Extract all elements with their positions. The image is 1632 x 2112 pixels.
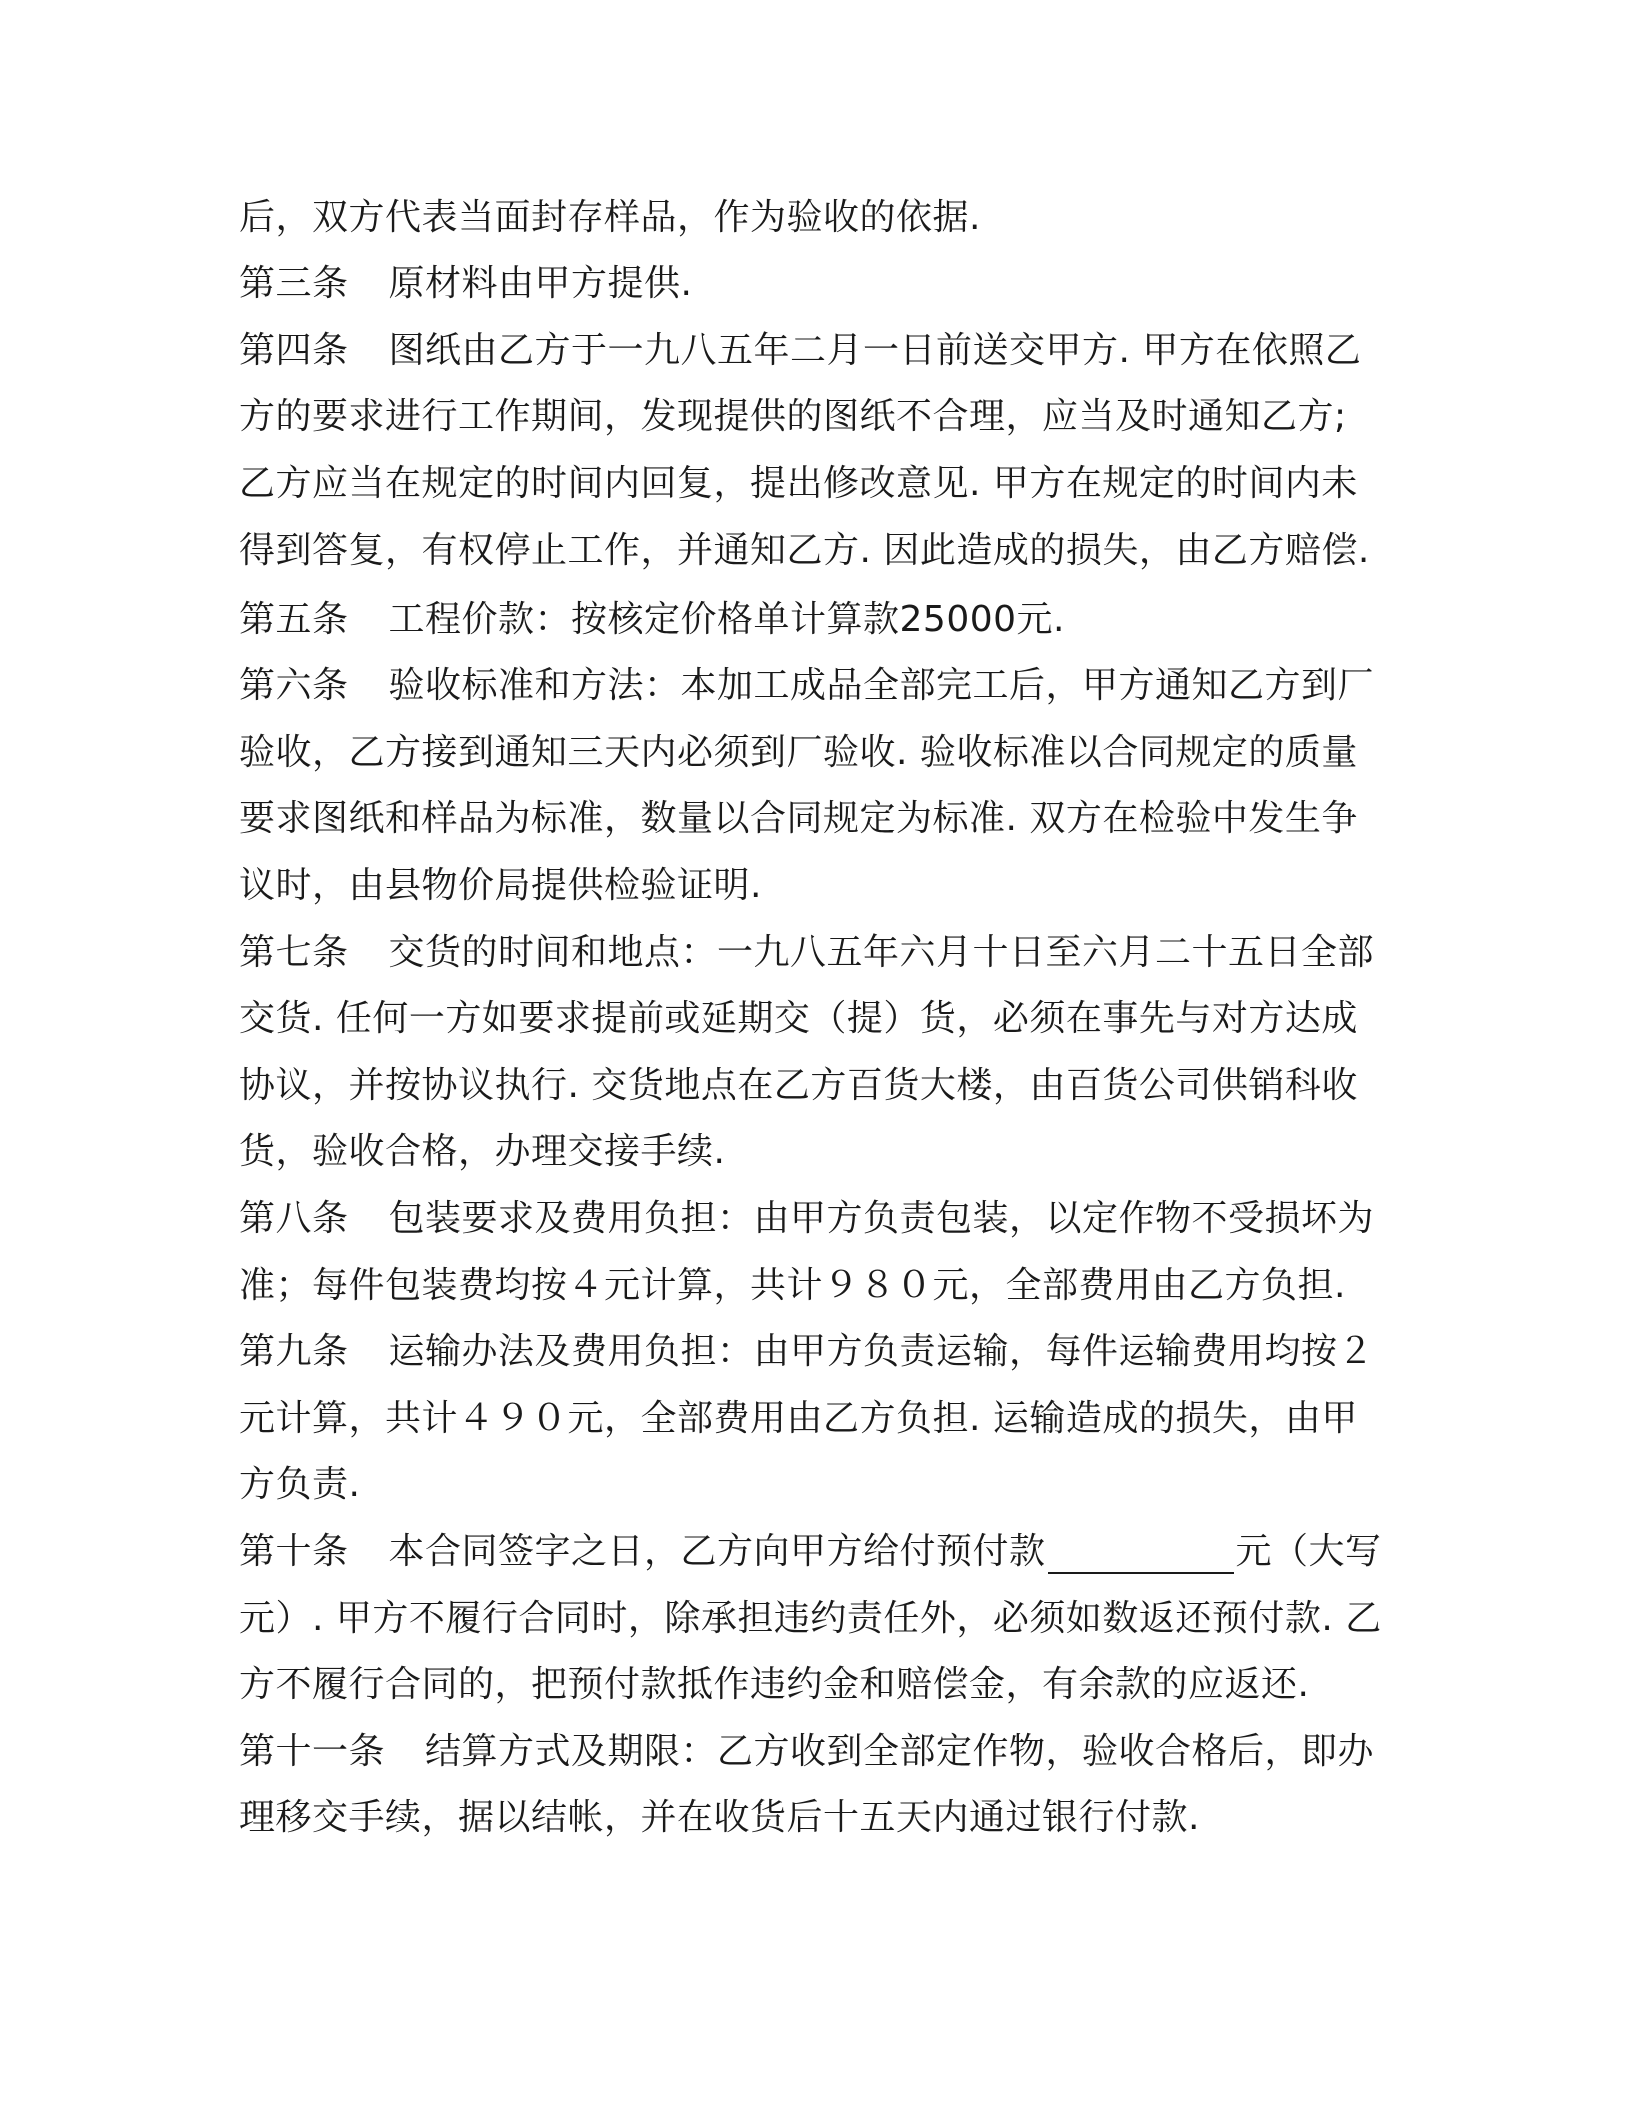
article-3: [239, 262, 1399, 306]
article-label: 第十一条: [239, 1731, 386, 1772]
article-9-line-2: [239, 1397, 1399, 1441]
article-text: 议时，由县物价局提供检验证明.: [239, 865, 762, 906]
article-text: 交货. 任何一方如要求提前或延期交（提）货，必须在事先与对方达成: [239, 998, 1358, 1039]
article-7-line-2: [239, 997, 1399, 1041]
article-label: 第七条: [239, 932, 349, 973]
article-label: 第十条: [239, 1531, 349, 1572]
article-5: [239, 598, 1399, 642]
article-text: 方的要求进行工作期间，发现提供的图纸不合理，应当及时通知乙方;: [239, 396, 1347, 437]
article-text: 原材料由甲方提供.: [388, 263, 693, 304]
article-label: 第四条: [239, 330, 349, 371]
article-label: 第六条: [239, 665, 349, 706]
article-10: [239, 1530, 1399, 1574]
article-text: 准；每件包装费均按４元计算，共计９８０元，全部费用由乙方负担.: [239, 1265, 1346, 1306]
article-text: 交货的时间和地点：一九八五年六月十日至六月二十五日全部: [388, 932, 1375, 973]
article-4-line-2: [239, 395, 1399, 439]
article-9: [239, 1330, 1399, 1374]
article-text: 方不履行合同的，把预付款抵作违约金和赔偿金，有余款的应返还.: [239, 1664, 1310, 1705]
article-6-line-4: [239, 864, 1399, 908]
article-text: 协议，并按协议执行. 交货地点在乙方百货大楼，由百货公司供销科收: [239, 1065, 1358, 1106]
article-text: 工程价款：按核定价格单计算款25000元.: [388, 599, 1065, 640]
article-4-line-3: [239, 462, 1399, 506]
article-text: 验收标准和方法：本加工成品全部完工后，甲方通知乙方到厂: [388, 665, 1375, 706]
article-6: [239, 664, 1399, 708]
article-text: 图纸由乙方于一九八五年二月一日前送交甲方. 甲方在依照乙: [388, 330, 1362, 371]
article-label: 第八条: [239, 1198, 349, 1239]
article-text: 元）. 甲方不履行合同时，除承担违约责任外，必须如数返还预付款. 乙: [239, 1598, 1382, 1639]
article-text: 结算方式及期限：乙方收到全部定作物，验收合格后，即办: [425, 1731, 1375, 1772]
article-10-line-3: [239, 1663, 1399, 1707]
article-text: 包装要求及费用负担：由甲方负责包装，以定作物不受损坏为: [388, 1198, 1375, 1239]
article-9-line-3: [239, 1463, 1399, 1507]
article-text: 本合同签字之日，乙方向甲方给付预付款: [388, 1531, 1046, 1572]
article-text: 元（大写: [1235, 1531, 1382, 1572]
paragraph-continuation: [239, 196, 1399, 240]
article-text: 理移交手续，据以结帐，并在收货后十五天内通过银行付款.: [239, 1797, 1200, 1838]
article-label: 第九条: [239, 1331, 349, 1372]
article-text: 方负责.: [239, 1464, 361, 1505]
article-text: 运输办法及费用负担：由甲方负责运输，每件运输费用均按２: [388, 1331, 1375, 1372]
article-text: 元计算，共计４９０元，全部费用由乙方负担. 运输造成的损失，由甲: [239, 1398, 1358, 1439]
article-text: 得到答复，有权停止工作，并通知乙方. 因此造成的损失，由乙方赔偿.: [239, 530, 1370, 571]
prepayment-amount-blank: [1048, 1534, 1234, 1574]
article-7-line-4: [239, 1130, 1399, 1174]
article-label: 第五条: [239, 599, 349, 640]
article-6-line-2: [239, 731, 1399, 775]
article-11: [239, 1730, 1399, 1774]
article-text: 乙方应当在规定的时间内回复，提出修改意见. 甲方在规定的时间内未: [239, 463, 1358, 504]
article-text: 货，验收合格，办理交接手续.: [239, 1131, 726, 1172]
article-6-line-3: [239, 797, 1399, 841]
continuation-text: 后，双方代表当面封存样品，作为验收的依据.: [239, 197, 981, 238]
article-8: [239, 1197, 1399, 1241]
article-4: [239, 329, 1399, 373]
article-text: 要求图纸和样品为标准，数量以合同规定为标准. 双方在检验中发生争: [239, 798, 1358, 839]
article-10-line-2: [239, 1597, 1399, 1641]
article-label: 第三条: [239, 263, 349, 304]
article-7: [239, 931, 1399, 975]
article-7-line-3: [239, 1064, 1399, 1108]
article-4-line-4: [239, 529, 1399, 573]
article-8-line-2: [239, 1264, 1399, 1308]
article-text: 验收，乙方接到通知三天内必须到厂验收. 验收标准以合同规定的质量: [239, 732, 1358, 773]
article-11-line-2: [239, 1796, 1399, 1840]
